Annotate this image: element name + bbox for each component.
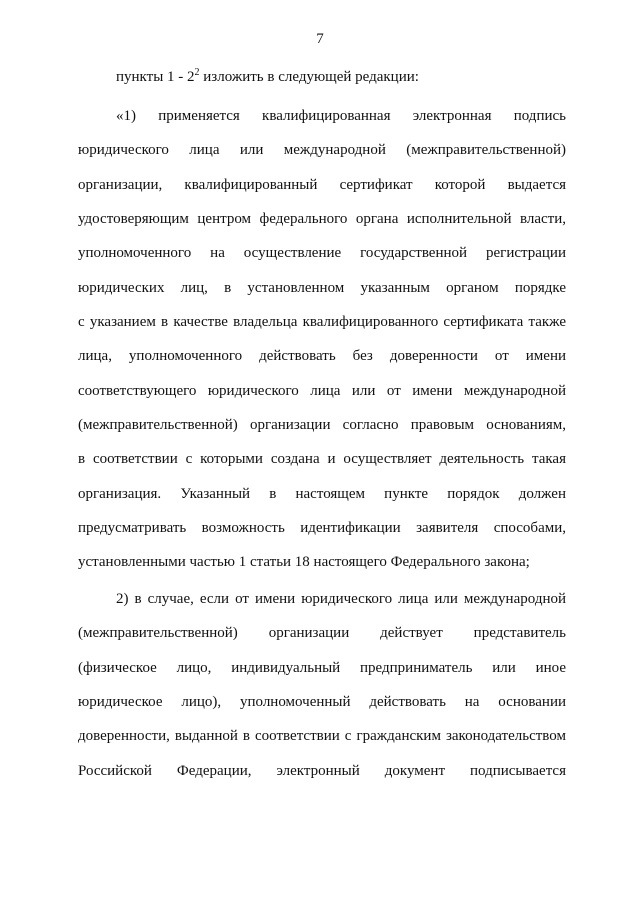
intro-line	[116, 68, 566, 86]
text-line: уполномоченного на осуществление государственной регистрации	[78, 245, 566, 261]
text-line: доверенности, выданной в соответствии с гражданским законодательством	[78, 728, 566, 744]
text-line: с указанием в качестве владельца квалифицированного сертификата также	[78, 314, 566, 330]
text-line: организации, квалифицированный сертификат которой выдается	[78, 177, 566, 193]
text-line: 2) в случае, если от имени юридического лица или международной	[116, 591, 566, 607]
text-line: установленными частью 1 статьи 18 настоящего Федерального закона;	[78, 554, 530, 570]
text-line: соответствующего юридического лица или от имени международной	[78, 383, 566, 399]
text-line: «1) применяется квалифицированная электронная подпись	[116, 108, 566, 124]
text-line: юридических лиц, в установленном указанным органом порядке	[78, 280, 566, 296]
intro-rest: изложить в следующей редакции:	[199, 69, 419, 85]
text-line: удостоверяющим центром федерального органа исполнительной власти,	[78, 211, 566, 227]
text-line: Российской Федерации, электронный документ подписывается	[78, 763, 566, 779]
text-line: организация. Указанный в настоящем пункте порядок должен	[78, 486, 566, 502]
intro-text: пункты 1 - 2	[116, 69, 195, 85]
text-line: (межправительственной) организации согласно правовым основаниям,	[78, 417, 566, 433]
text-line: (межправительственной) организации действует представитель	[78, 625, 566, 641]
text-line: в соответствии с которыми создана и осуществляет деятельность такая	[78, 451, 566, 467]
text-line: (физическое лицо, индивидуальный предприниматель или иное	[78, 660, 566, 676]
page-number: 7	[316, 31, 324, 47]
intro-superscript: 2	[194, 67, 200, 78]
text-line: юридического лица или международной (межправительственной)	[78, 142, 566, 158]
text-line: предусматривать возможность идентификации заявителя способами,	[78, 520, 566, 536]
text-line: лица, уполномоченного действовать без доверенности от имени	[78, 348, 566, 364]
text-line: юридическое лицо), уполномоченный действовать на основании	[78, 694, 566, 710]
